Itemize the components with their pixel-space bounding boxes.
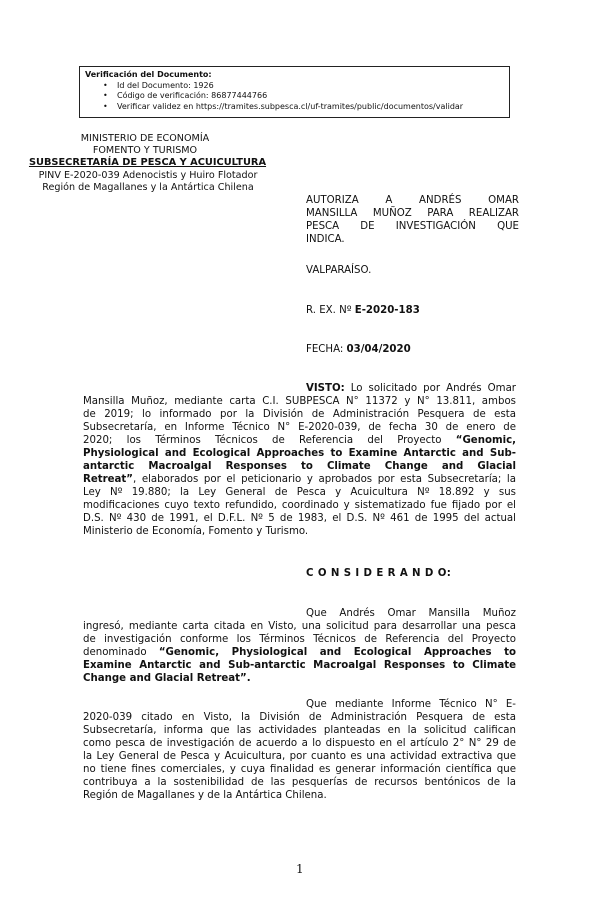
visto-first-line (306, 382, 516, 395)
visto-after-project: , elaborados por el peticionario y aprobados por esta Subsecretaría; la (133, 474, 516, 485)
visto-body (83, 395, 516, 538)
region-line: Región de Magallanes y la Antártica Chilena (42, 182, 254, 193)
project-title-bold: Change and Glacial Retreat”. (83, 673, 251, 684)
verification-id: • Id del Documento: 1926 (117, 81, 505, 92)
project-title-bold: Examine Antarctic and Sub-antarctic Macroalgal Responses to Climate (83, 660, 516, 671)
project-title-a: “Genomic, (455, 435, 516, 446)
denominado-word: denominado (83, 647, 159, 658)
resolution-prefix: R. EX. Nº (306, 305, 355, 316)
considerando-p2-body (83, 711, 516, 802)
considerando-heading: C O N S I D E R A N D O: (306, 568, 452, 579)
considerando-line-denominado (83, 646, 516, 659)
considerando-line: Región de Magallanes y de la Antártica Chilena. (83, 790, 327, 801)
considerando-p1-body (83, 620, 516, 685)
visto-line: de 2019; lo informado por la División de Administración Pesquera de esta (83, 409, 516, 420)
subsecretaria-title: SUBSECRETARÍA DE PESCA Y ACUICULTURA (28, 157, 267, 168)
date-value: 03/04/2020 (346, 344, 411, 355)
subject-line2: MANSILLA MUÑOZ PARA REALIZAR (306, 208, 519, 219)
visto-line-after-project (83, 473, 516, 486)
considerando-line: de investigación conforme los Términos Técnicos de Referencia del Proyecto (83, 634, 516, 645)
visto-line: Ley Nº 19.880; la Ley General de Pesca y Acuicultura Nº 18.892 y sus (83, 487, 516, 498)
resolution-number (306, 304, 420, 317)
visto-line: Subsecretaría, en Informe Técnico N° E-2020-039, de fecha 30 de enero de (83, 422, 516, 433)
considerando-p2-first: Que mediante Informe Técnico N° E- (306, 699, 516, 710)
verification-title: Verificación del Documento: (85, 70, 212, 79)
project-title-b: Physiological and Ecological Approaches to Examine Antarctic and Sub- (83, 448, 516, 459)
project-title-c: antarctic Macroalgal Responses to Climate Change and Glacial (83, 461, 516, 472)
subject-line3: PESCA DE INVESTIGACIÓN QUE (306, 221, 519, 232)
project-title-bold: “Genomic, Physiological and Ecological Approaches to (158, 647, 516, 658)
ministry-line2: FOMENTO Y TURISMO (92, 145, 198, 156)
considerando-line: Subsecretaría, informa que las actividades planteadas en la solicitud califican (83, 725, 516, 736)
visto-line-with-project (83, 434, 516, 447)
verification-list (85, 81, 505, 113)
visto-line: 2020; los Términos Técnicos de Referencia del Proyecto (83, 435, 442, 446)
visto-label: VISTO: (306, 383, 345, 394)
considerando-line: 2020-039 citado en Visto, la División de Administración Pesquera de esta (83, 712, 516, 723)
considerando-line: como pesca de investigación de acuerdo a lo dispuesto en el artículo 2° N° 29 de (83, 738, 516, 749)
date-line (306, 343, 411, 356)
subject-line1: AUTORIZA A ANDRÉS OMAR (306, 195, 519, 206)
page-number: 1 (296, 862, 304, 876)
project-title-d: Retreat” (83, 474, 133, 485)
verification-box (79, 66, 510, 118)
resolution-value: E-2020-183 (354, 305, 420, 316)
visto-line: Ministerio de Economía, Fomento y Turismo. (83, 526, 309, 537)
considerando-line: no tiene fines comerciales, y cuya finalidad es generar información científica que (83, 764, 516, 775)
subject-line4: INDICA. (306, 234, 345, 245)
visto-first: Lo solicitado por Andrés Omar (344, 383, 516, 394)
date-prefix: FECHA: (306, 344, 347, 355)
considerando-line: la Ley General de Pesca y Acuicultura, por cuanto es una actividad extractiva que (83, 751, 516, 762)
visto-line: modificaciones cuyo texto refundido, coordinado y sistematizado fue fijado por el (83, 500, 516, 511)
considerando-p1-first: Que Andrés Omar Mansilla Muñoz (306, 608, 516, 619)
place: VALPARAÍSO. (306, 265, 372, 276)
ministry-line1: MINISTERIO DE ECONOMÍA (80, 133, 210, 144)
pinv-code: PINV E-2020-039 Adenocistis y Huiro Flotador (38, 170, 258, 181)
visto-line: D.S. Nº 430 de 1991, el D.F.L. Nº 5 de 1983, el D.S. Nº 461 de 1995 del actual (83, 513, 516, 524)
visto-line: Mansilla Muñoz, mediante carta C.I. SUBPESCA N° 11372 y N° 13.811, ambos (83, 396, 516, 407)
considerando-line: ingresó, mediante carta citada en Visto, una solicitud para desarrollar una pesca (83, 621, 516, 632)
verification-code: • Código de verificación: 86877444766 (117, 91, 505, 102)
verification-link[interactable]: • Verificar validez en https://tramites.subpesca.cl/uf-tramites/public/documentos/validar (117, 102, 505, 113)
considerando-line: contribuya a la sostenibilidad de las pesquerías de recursos bentónicos de la (83, 777, 516, 788)
